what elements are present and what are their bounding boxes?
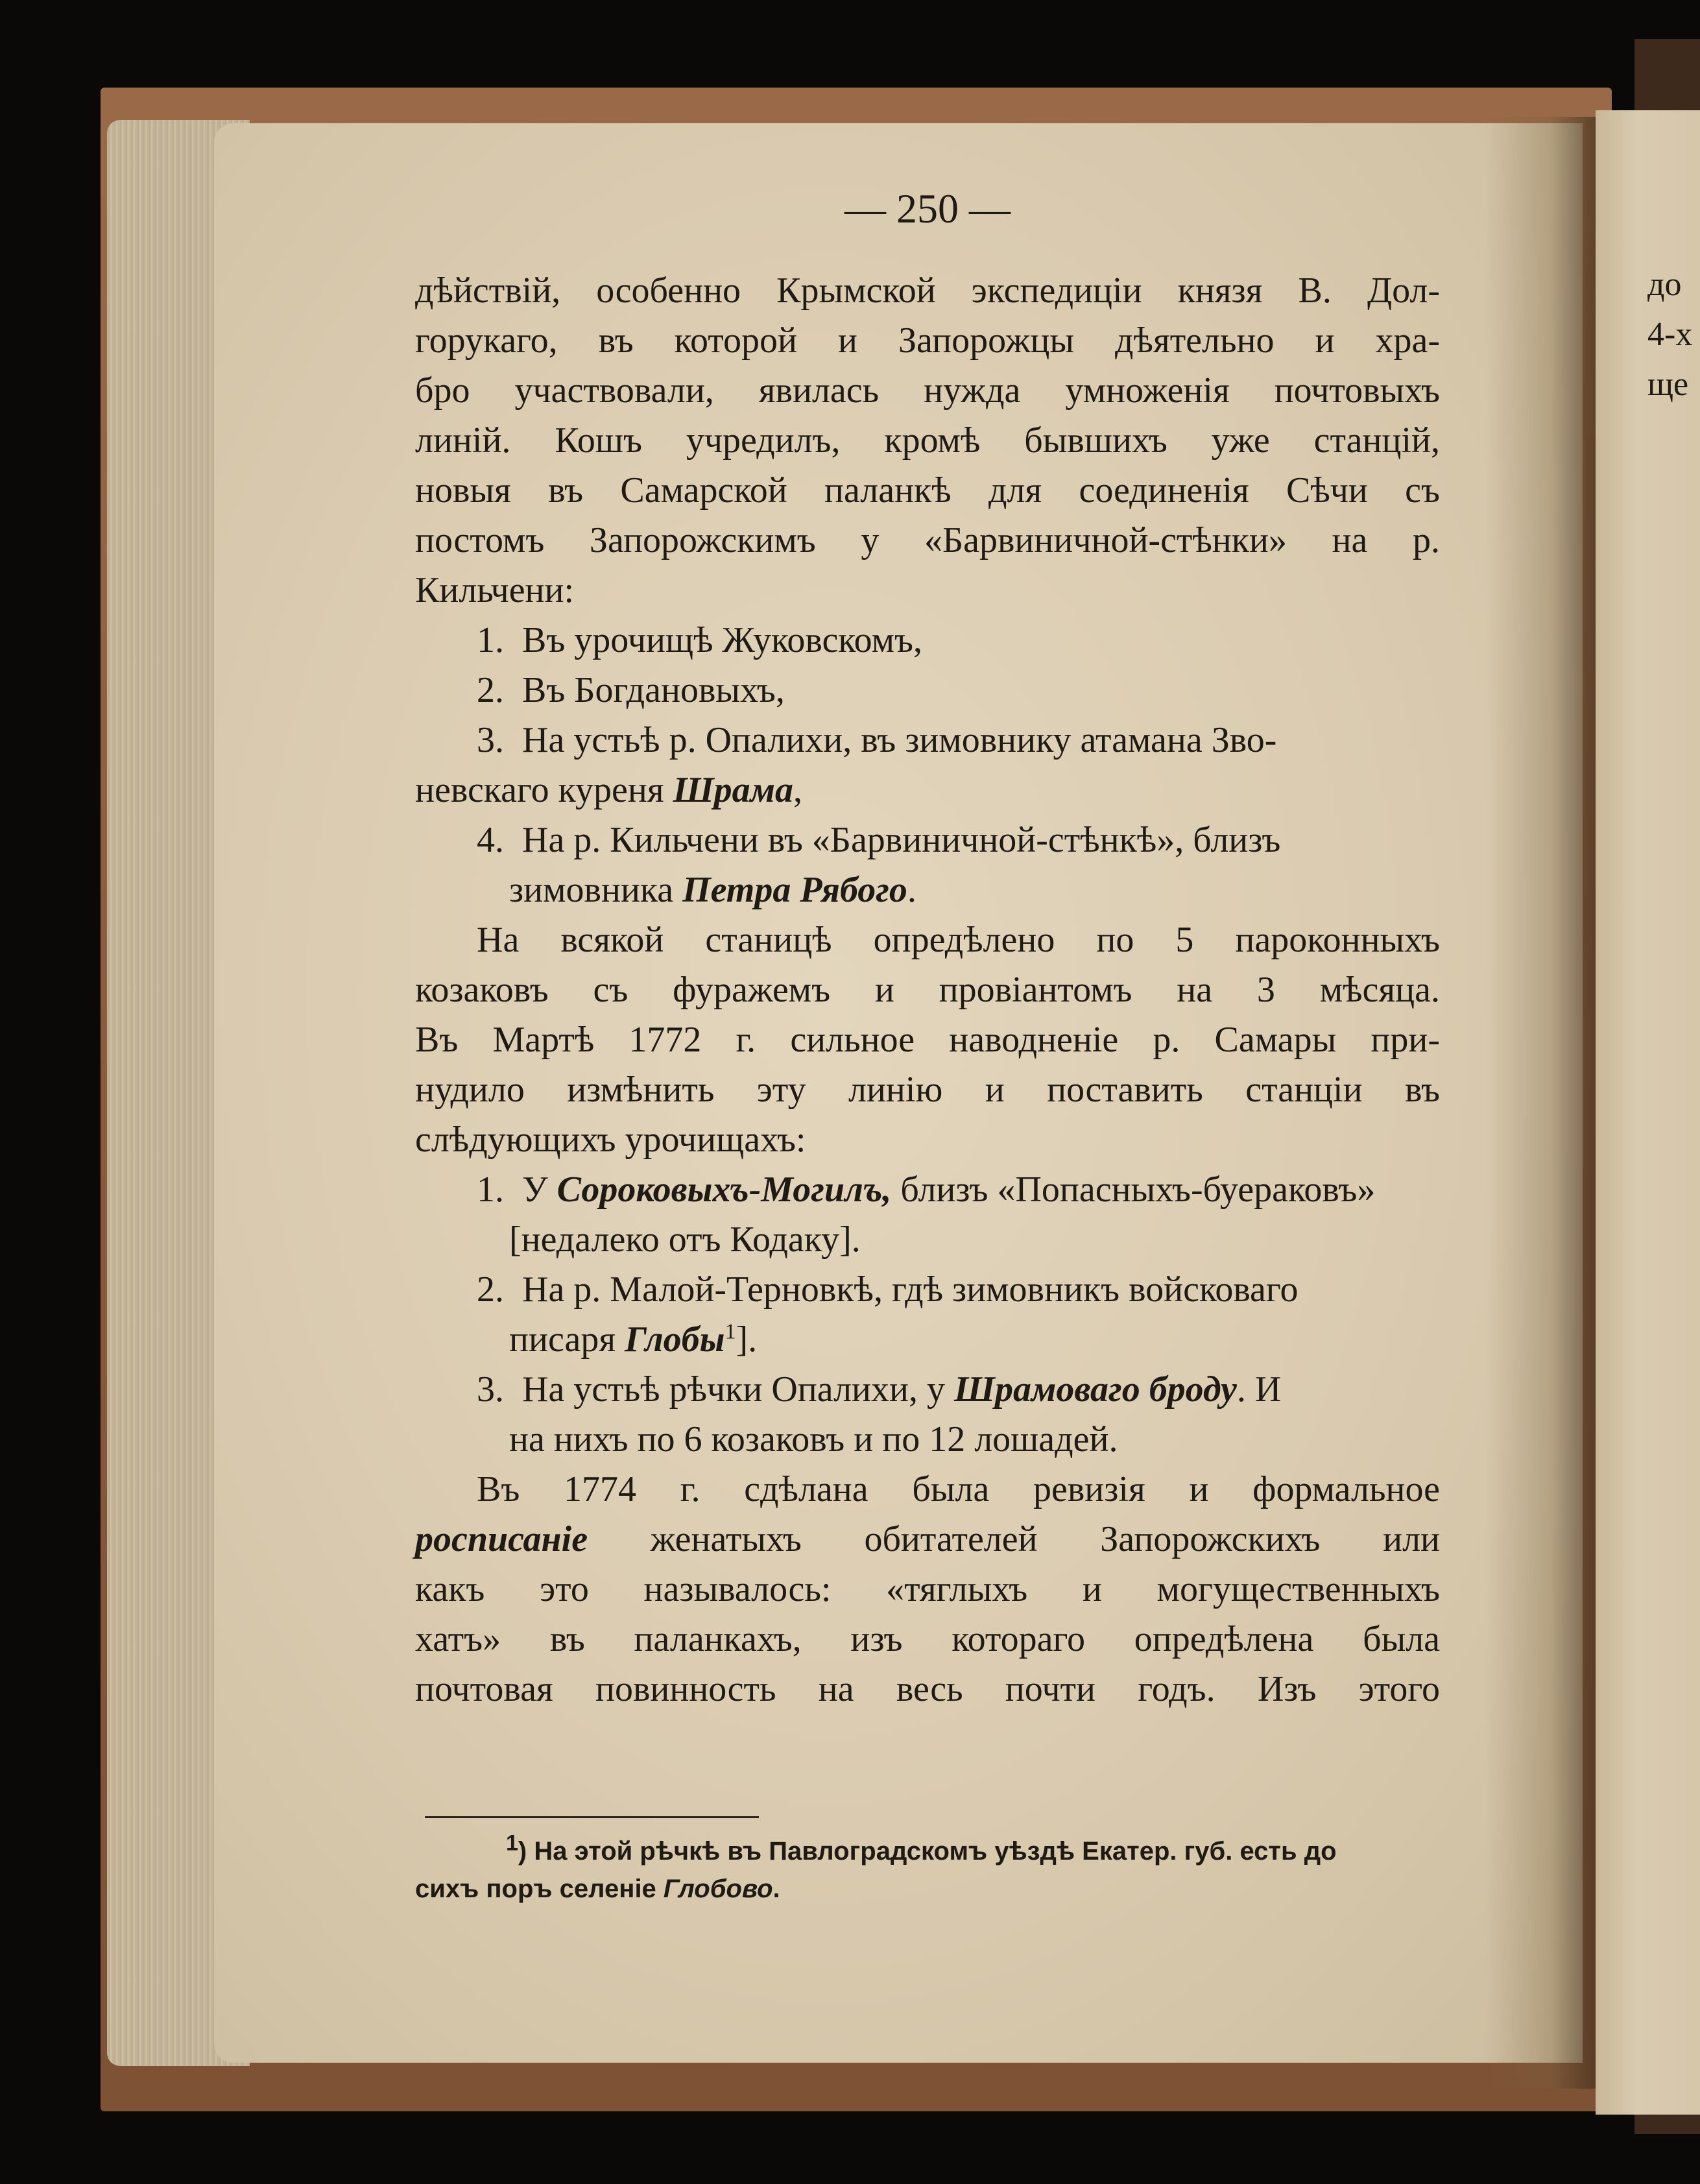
list-item [415,1165,1440,1215]
text-line: бро участвовали, явилась нужда умноженія почтовыхъ [415,370,1440,411]
list-text: На р. Малой-Терновкѣ, гдѣ зимовникъ войсковаго [522,1269,1299,1310]
footnote-text: ) На этой рѣчкѣ въ Павлоградскомъ уѣздѣ Екатер. губ. есть до [518,1837,1337,1866]
list-text: Въ урочищѣ Жуковскомъ, [522,620,922,660]
list-item [415,616,1440,666]
list-number: 4. [477,820,504,860]
italic-name: Шрамоваго броду [953,1369,1237,1410]
text-line: горукаго, въ которой и Запорожцы дѣятельно и хра- [415,320,1440,361]
list-text: невскаго куреня [415,770,673,810]
footnote-line [415,1832,1440,1870]
text-line: На всякой станицѣ опредѣлено по 5 пароконныхъ [477,920,1440,960]
footnote [415,1832,1440,1908]
text-line: Въ Мартѣ 1772 г. сильное наводненіе р. Самары при- [415,1020,1440,1060]
text-line: почтовая повинность на весь почти годъ. Изъ этого [415,1669,1440,1709]
list-item-continuation [415,1315,1440,1365]
punctuation: . [772,1875,780,1903]
italic-name: Шрама [673,770,793,810]
list-number: 3. [477,1369,504,1410]
list-text: Въ Богдановыхъ, [522,670,785,710]
punctuation: ]. [736,1319,758,1360]
list-text: На устьѣ р. Опалихи, въ зимовнику атамана Зво- [522,720,1277,760]
text-line: Въ 1774 г. сдѣлана была ревизія и формальное [477,1469,1440,1509]
list-item-continuation: [недалеко отъ Кодаку]. [509,1219,861,1260]
list-number: 3. [477,720,504,760]
italic-name: Глобы [625,1319,725,1360]
page-number: — 250 — [844,186,1011,232]
list-item [415,666,1440,715]
text-line: линій. Кошъ учредилъ, кромѣ бывшихъ уже станцій, [415,420,1440,461]
footnote-marker: 1 [506,1830,518,1856]
book-gutter [1485,117,1596,2089]
list-text: писаря [509,1319,625,1360]
text-line: нудило измѣнить эту линію и поставить станціи въ [415,1070,1440,1110]
list-text: На устьѣ рѣчки Опалихи, у [522,1369,954,1410]
italic-word: росписаніе [415,1519,588,1559]
footnote-line [415,1870,1440,1908]
list-text: У [522,1170,557,1210]
punctuation: , [793,770,802,810]
text-line: козаковъ съ фуражемъ и провіантомъ на 3 мѣсяца. [415,970,1440,1010]
page-text [415,266,1440,1714]
text-line: дѣйствій, особенно Крымской экспедиціи князя В. Дол- [415,270,1440,311]
list-number: 1. [477,1170,504,1210]
list-item-continuation [415,865,1440,915]
list-item [415,715,1440,765]
peek-line: ще [1647,366,1689,403]
list-item-continuation [415,765,1440,815]
list-number: 2. [477,670,504,710]
text-line: Кильчени: [415,570,575,610]
text-line: хатъ» въ паланкахъ, изъ котораго опредѣлена была [415,1619,1440,1659]
text-line: постомъ Запорожскимъ у «Барвиничной-стѣнки» на р. [415,520,1440,560]
italic-name: Петра Рябого [682,870,907,910]
italic-name: Сороковыхъ-Могилъ, [557,1170,892,1210]
list-item [415,1365,1440,1415]
text-line: слѣдующихъ урочищахъ: [415,1120,806,1160]
list-text: . И [1236,1369,1282,1410]
footnote-italic: Глобово [663,1875,773,1903]
text-line [415,1515,1440,1565]
line-rest: женатыхъ обитателей Запорожскихъ или [588,1519,1440,1559]
list-item [415,815,1440,865]
footnote-text: сихъ поръ селеніе [415,1875,664,1903]
list-item-continuation: на нихъ по 6 козаковъ и по 12 лошадей. [509,1419,1118,1459]
footnote-ref: 1 [724,1319,736,1344]
list-text: близъ «Попасныхъ-буераковъ» [891,1170,1376,1210]
text-line: новыя въ Самарской паланкѣ для соединенія Сѣчи съ [415,470,1440,510]
list-item [415,1265,1440,1315]
list-number: 1. [477,620,504,660]
punctuation: . [907,870,916,910]
list-text: зимовника [509,870,683,910]
peek-line: 4-х [1647,316,1693,353]
footnote-divider [425,1816,759,1818]
right-page [1596,110,1700,2115]
list-text: На р. Кильчени въ «Барвиничной-стѣнкѣ», близъ [522,820,1281,860]
peek-line: до [1647,266,1682,303]
text-line: какъ это называлось: «тяглыхъ и могущественныхъ [415,1569,1440,1609]
list-number: 2. [477,1269,504,1310]
right-page-peek [1647,259,1700,409]
